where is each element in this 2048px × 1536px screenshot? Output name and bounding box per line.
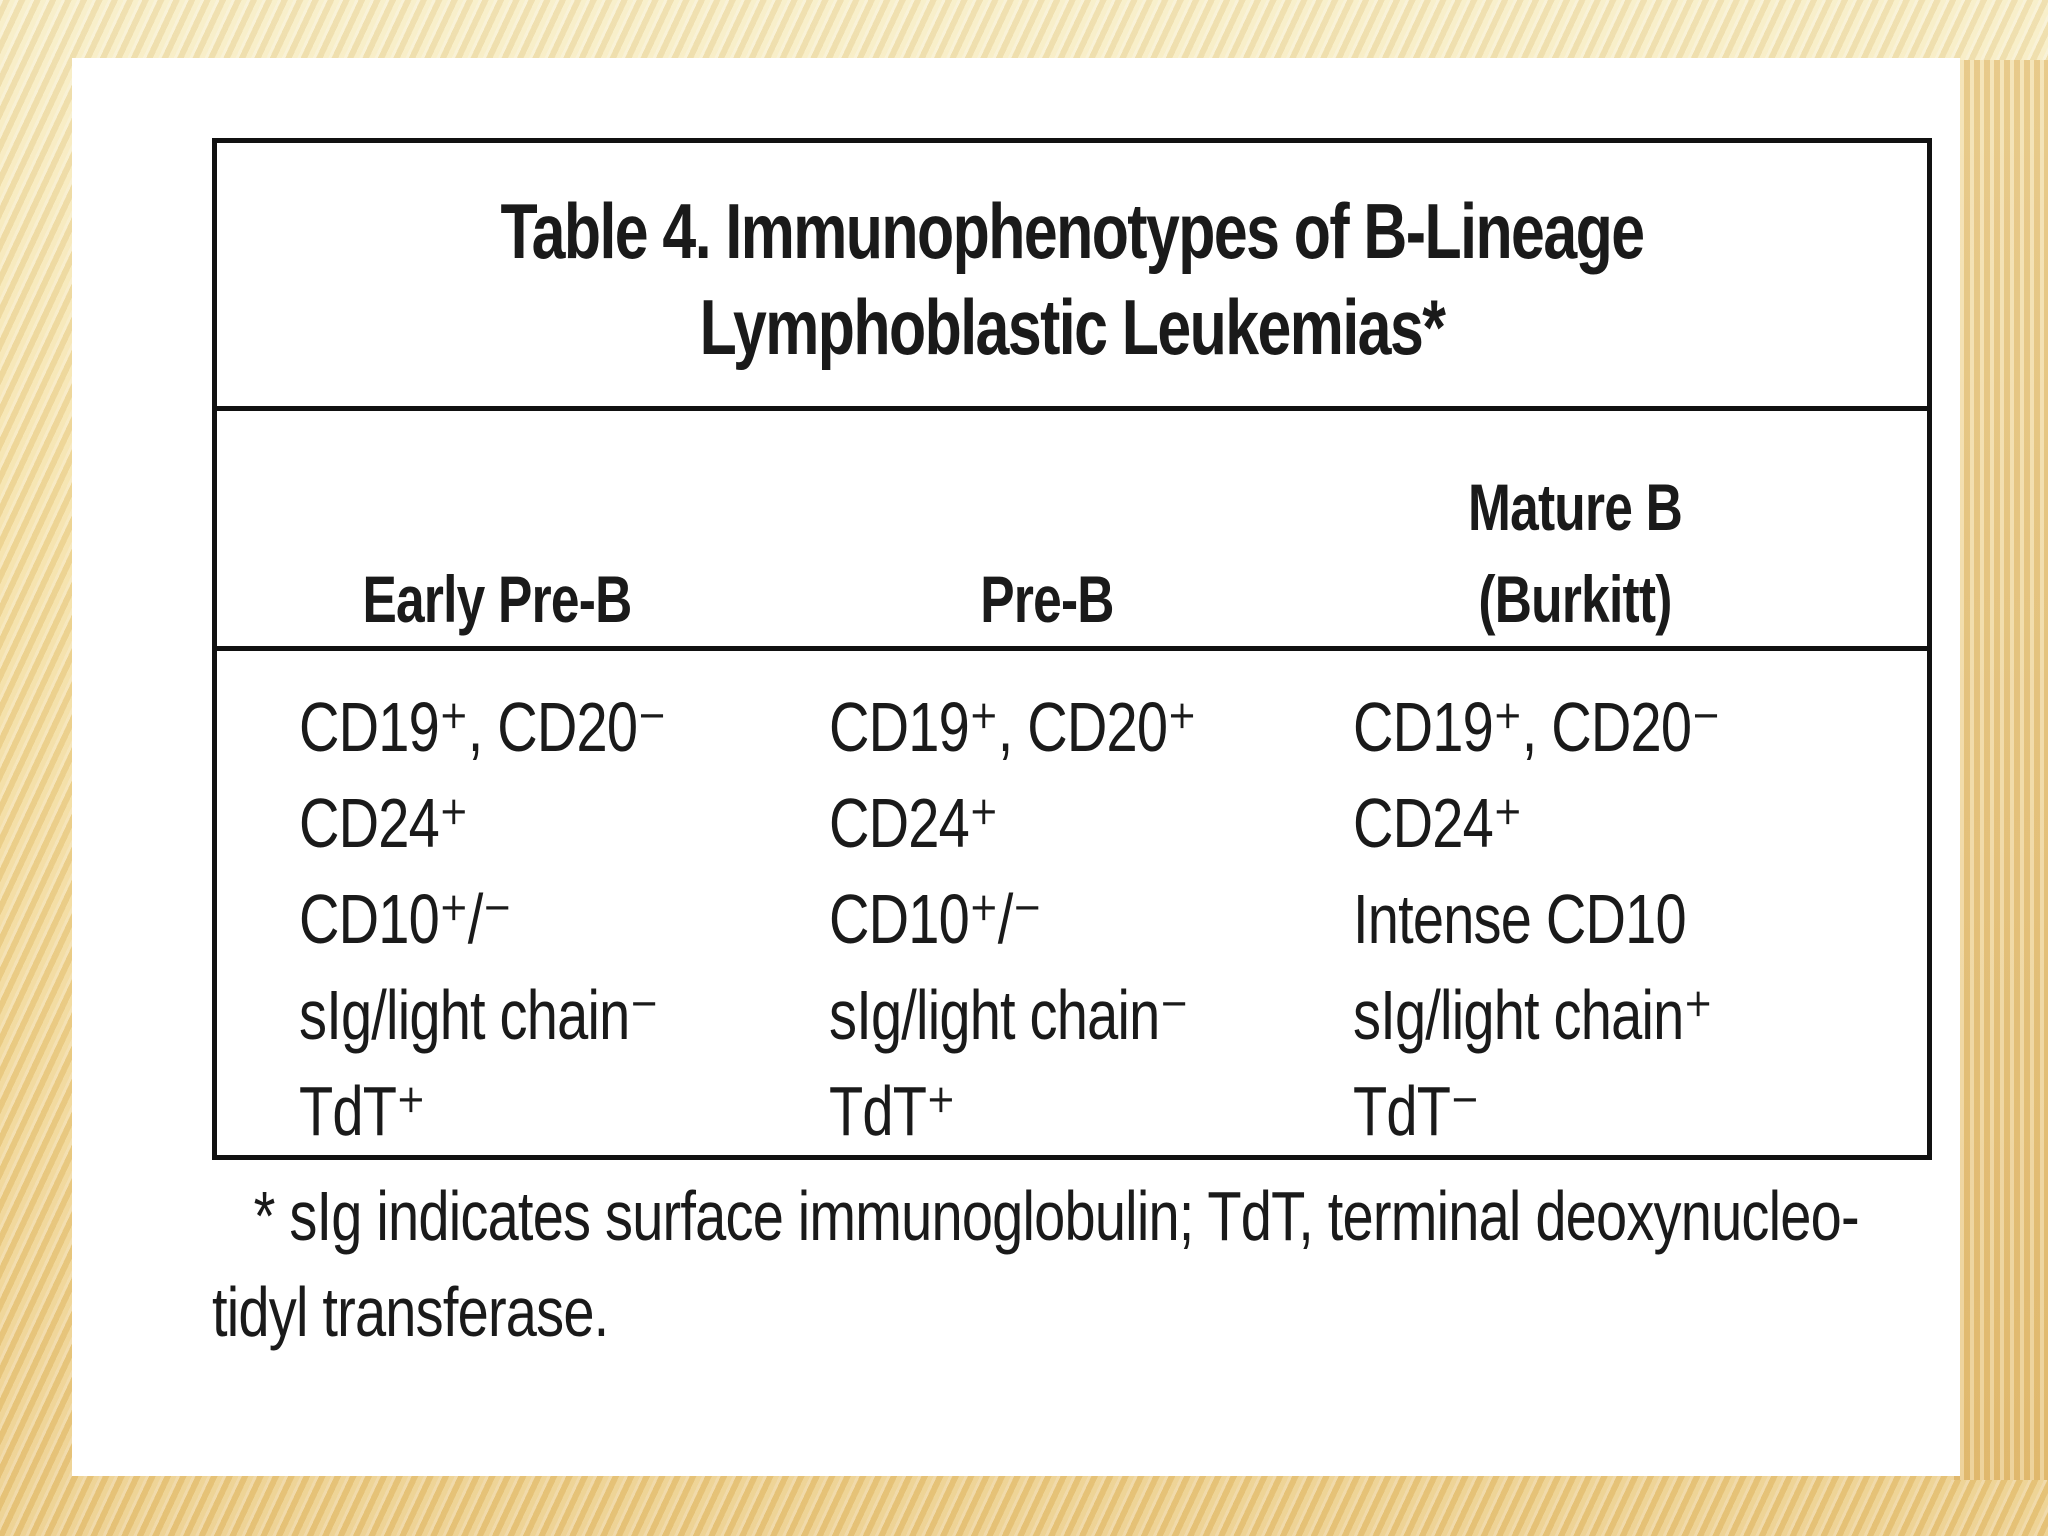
column-header-line-1: Mature B [1467, 470, 1683, 544]
table-cell: TdT⁺ [299, 1072, 425, 1150]
slide-background-stripes [1950, 60, 2048, 1480]
table-cell: sIg/light chain⁻ [829, 976, 1189, 1054]
column-pre-b [829, 679, 1288, 1159]
table-cell: TdT⁺ [829, 1072, 955, 1150]
content-panel [72, 58, 1960, 1476]
table-cell: CD19⁺, CD20⁻ [1353, 688, 1720, 766]
column-mature-b [1353, 679, 1812, 1159]
footnote-line-2: tidyl transferase. [212, 1273, 609, 1351]
column-header-line-1 [310, 461, 684, 553]
table-cell: CD24⁺ [299, 784, 468, 862]
column-header-mature-b [1335, 461, 1815, 645]
column-header-early-pre-b [257, 461, 737, 645]
table-cell: Intense CD10 [1353, 880, 1686, 958]
table-cell: CD24⁺ [1353, 784, 1522, 862]
table-title-line-1: Table 4. Immunophenotypes of B-Lineage [500, 187, 1644, 275]
column-header-line-1 [860, 461, 1234, 553]
table-title-line-2: Lymphoblastic Leukemias* [699, 283, 1445, 371]
table-cell: CD19⁺, CD20⁻ [299, 688, 666, 766]
immunophenotype-table [212, 138, 1932, 1160]
table-title [217, 143, 1927, 411]
table-cell: CD24⁺ [829, 784, 998, 862]
table-cell: CD19⁺, CD20⁺ [829, 688, 1196, 766]
column-header-pre-b [807, 461, 1287, 645]
column-early-pre-b [299, 679, 758, 1159]
table-cell: CD10⁺/⁻ [829, 880, 1042, 958]
table-cell: CD10⁺/⁻ [299, 880, 512, 958]
table-cell: TdT⁻ [1353, 1072, 1479, 1150]
table-footnote [212, 1168, 1942, 1360]
table-cell: sIg/light chain⁺ [1353, 976, 1713, 1054]
table-body [217, 651, 1927, 1155]
column-header-line-2: Pre-B [980, 562, 1114, 636]
column-header-line-2: (Burkitt) [1478, 562, 1672, 636]
column-header-line-2: Early Pre-B [362, 562, 632, 636]
table-cell: sIg/light chain⁻ [299, 976, 659, 1054]
table-header-row [217, 406, 1927, 651]
footnote-line-1: * sIg indicates surface immunoglobulin; TdT, terminal deoxynucleo- [253, 1177, 1859, 1255]
